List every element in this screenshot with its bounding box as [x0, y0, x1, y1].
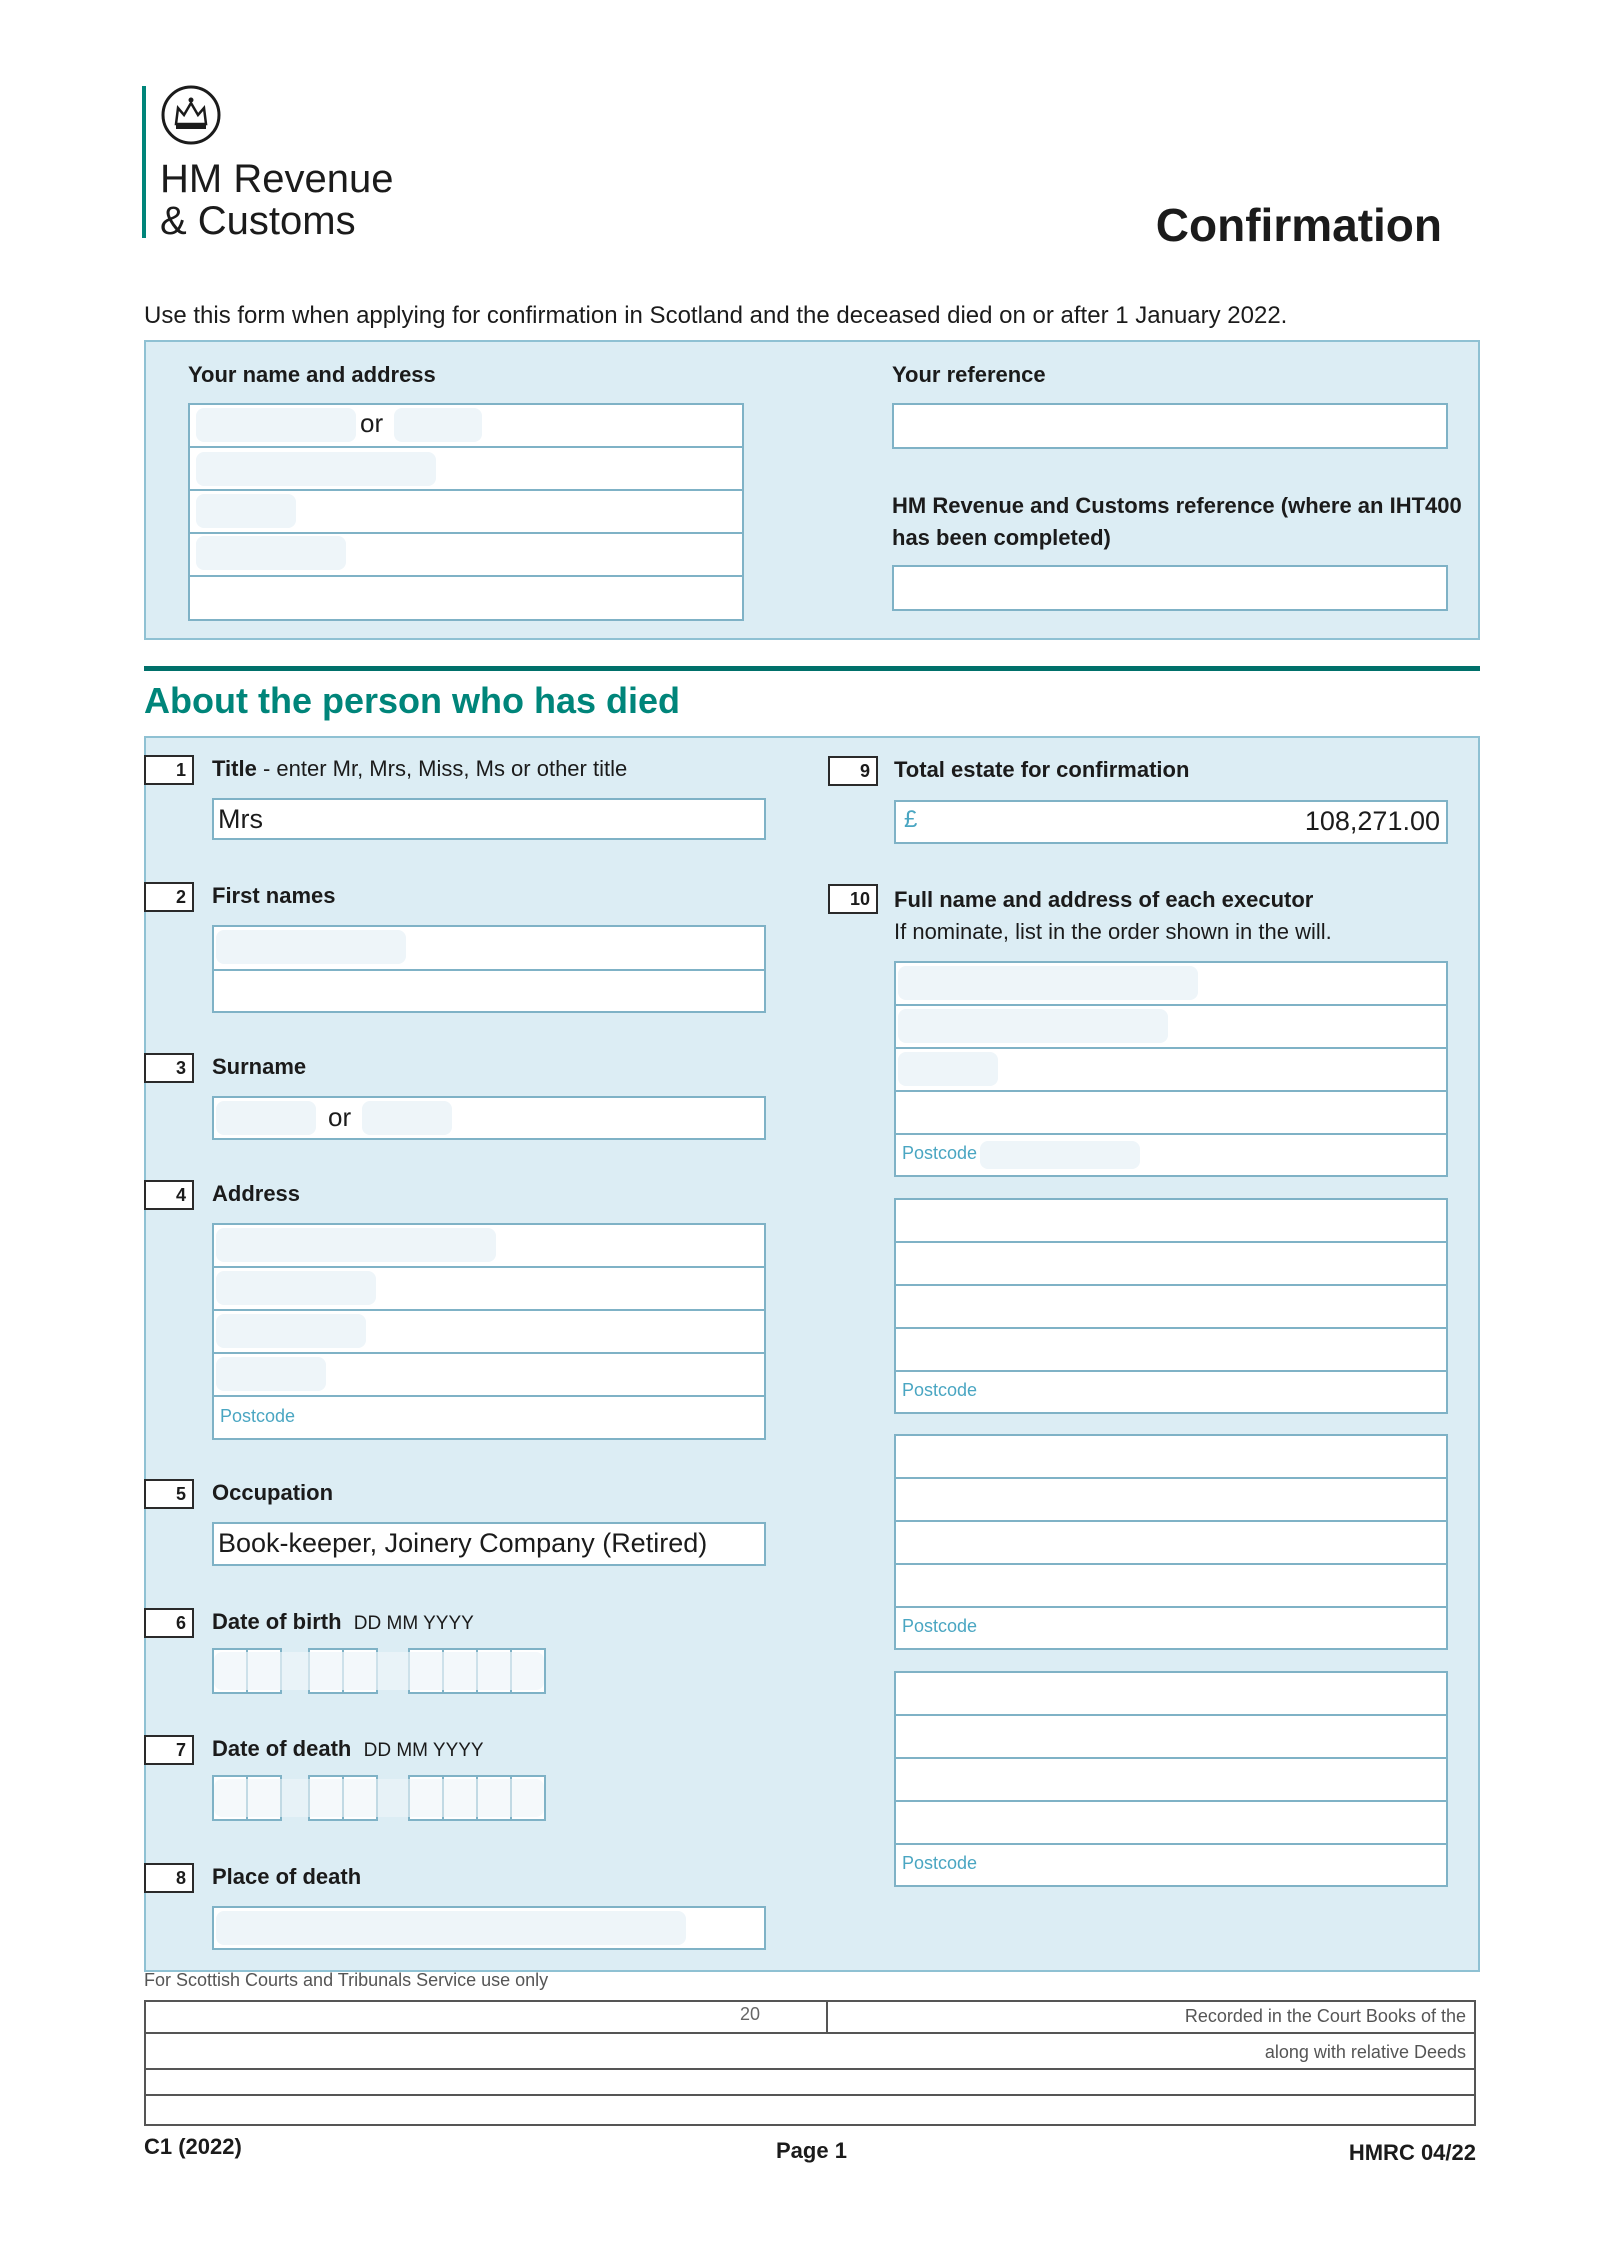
question-number-10: 10 [828, 884, 878, 914]
date-of-death-label: Date of death DD MM YYYY [212, 1736, 484, 1761]
date-of-birth-field[interactable] [212, 1648, 566, 1694]
hmrc-logo-text [160, 158, 393, 242]
court-use-caption: For Scottish Courts and Tribunals Service use only [144, 1970, 549, 1990]
total-estate-value: 108,271.00 [1304, 806, 1440, 836]
redacted-date-of-birth [214, 1652, 544, 1690]
executor-3-field[interactable] [894, 1434, 1448, 1650]
occupation-label: Occupation [212, 1480, 334, 1505]
executor-2-field[interactable] [894, 1198, 1448, 1414]
question-number-3: 3 [144, 1053, 194, 1083]
redacted-address-line-4 [216, 1357, 326, 1391]
date-of-death-field[interactable] [212, 1775, 566, 1821]
hmrc-reference-field[interactable] [892, 565, 1448, 611]
court-row-line-1 [144, 2032, 1476, 2034]
name-line-visible: or [360, 408, 384, 438]
form-code: C1 (2022) [144, 2134, 242, 2159]
redacted-executor-1-line-3 [898, 1052, 998, 1086]
redacted-name [196, 408, 356, 442]
executor-4-field[interactable] [894, 1671, 1448, 1887]
question-number-8: 8 [144, 1863, 194, 1893]
title-label: Title - enter Mr, Mrs, Miss, Ms or other title [212, 756, 628, 781]
question-number-9: 9 [828, 756, 878, 786]
royal-crown-icon [160, 84, 222, 146]
name-address-label: Your name and address [188, 362, 436, 387]
your-reference-label: Your reference [892, 362, 1046, 387]
redacted-name-2 [394, 408, 482, 442]
question-number-6: 6 [144, 1608, 194, 1638]
question-number-1: 1 [144, 755, 194, 785]
question-number-7: 7 [144, 1735, 194, 1765]
executor-3-postcode-label: Postcode [902, 1616, 978, 1636]
org-line-2: & Customs [160, 199, 356, 243]
date-of-birth-label: Date of birth DD MM YYYY [212, 1609, 474, 1634]
redacted-address-1 [196, 452, 436, 486]
intro-text: Use this form when applying for confirmation in Scotland and the deceased died on or after 1 January 2022. [144, 302, 1288, 329]
question-number-5: 5 [144, 1479, 194, 1509]
redacted-surname-1 [216, 1101, 316, 1135]
page-number: Page 1 [776, 2138, 847, 2163]
section-rule [144, 666, 1480, 671]
document-title: Confirmation [1155, 199, 1442, 251]
redacted-executor-1-line-1 [898, 966, 1198, 1000]
title-field[interactable] [212, 798, 766, 840]
executor-4-postcode-label: Postcode [902, 1853, 978, 1873]
executor-1-postcode-label: Postcode [902, 1143, 978, 1163]
executors-label: Full name and address of each executor If nominate, list in the order shown in the will. [894, 887, 1332, 944]
your-reference-field[interactable] [892, 403, 1448, 449]
place-of-death-label: Place of death [212, 1864, 362, 1889]
redacted-surname-2 [362, 1101, 452, 1135]
occupation-value: Book-keeper, Joinery Company (Retired) [218, 1528, 708, 1558]
redacted-executor-1-postcode [980, 1141, 1140, 1169]
court-row-line-3 [144, 2094, 1476, 2096]
court-col-divider [826, 2000, 828, 2034]
redacted-address-line-1 [216, 1228, 496, 1262]
logo-bar [142, 86, 146, 238]
surname-visible: or [328, 1102, 352, 1132]
court-row-line-2 [144, 2068, 1476, 2070]
redacted-executor-1-line-2 [898, 1009, 1168, 1043]
address-label: Address [212, 1181, 301, 1206]
executor-2-postcode-label: Postcode [902, 1380, 978, 1400]
court-recorded-line-1: Recorded in the Court Books of the [1184, 2006, 1466, 2026]
question-number-4: 4 [144, 1180, 194, 1210]
redacted-first-names [216, 930, 406, 964]
redacted-address-2 [196, 494, 296, 528]
question-number-2: 2 [144, 882, 194, 912]
first-names-label: First names [212, 883, 336, 908]
section-title: About the person who has died [144, 680, 681, 721]
redacted-place-of-death [216, 1911, 686, 1945]
total-estate-label: Total estate for confirmation [894, 757, 1190, 782]
redacted-address-3 [196, 536, 346, 570]
redacted-address-line-3 [216, 1314, 366, 1348]
currency-symbol: £ [904, 806, 918, 833]
org-line-1: HM Revenue [160, 157, 394, 201]
form-version: HMRC 04/22 [1348, 2140, 1476, 2165]
hmrc-reference-label: HM Revenue and Customs reference (where an IHT400 has been completed) [892, 493, 1462, 550]
title-value: Mrs [218, 804, 263, 834]
address-postcode-label: Postcode [220, 1406, 296, 1426]
surname-label: Surname [212, 1054, 307, 1079]
redacted-date-of-death [214, 1779, 544, 1817]
redacted-address-line-2 [216, 1271, 376, 1305]
court-year-prefix: 20 [740, 2004, 761, 2024]
court-recorded-line-2: along with relative Deeds [1264, 2042, 1466, 2062]
